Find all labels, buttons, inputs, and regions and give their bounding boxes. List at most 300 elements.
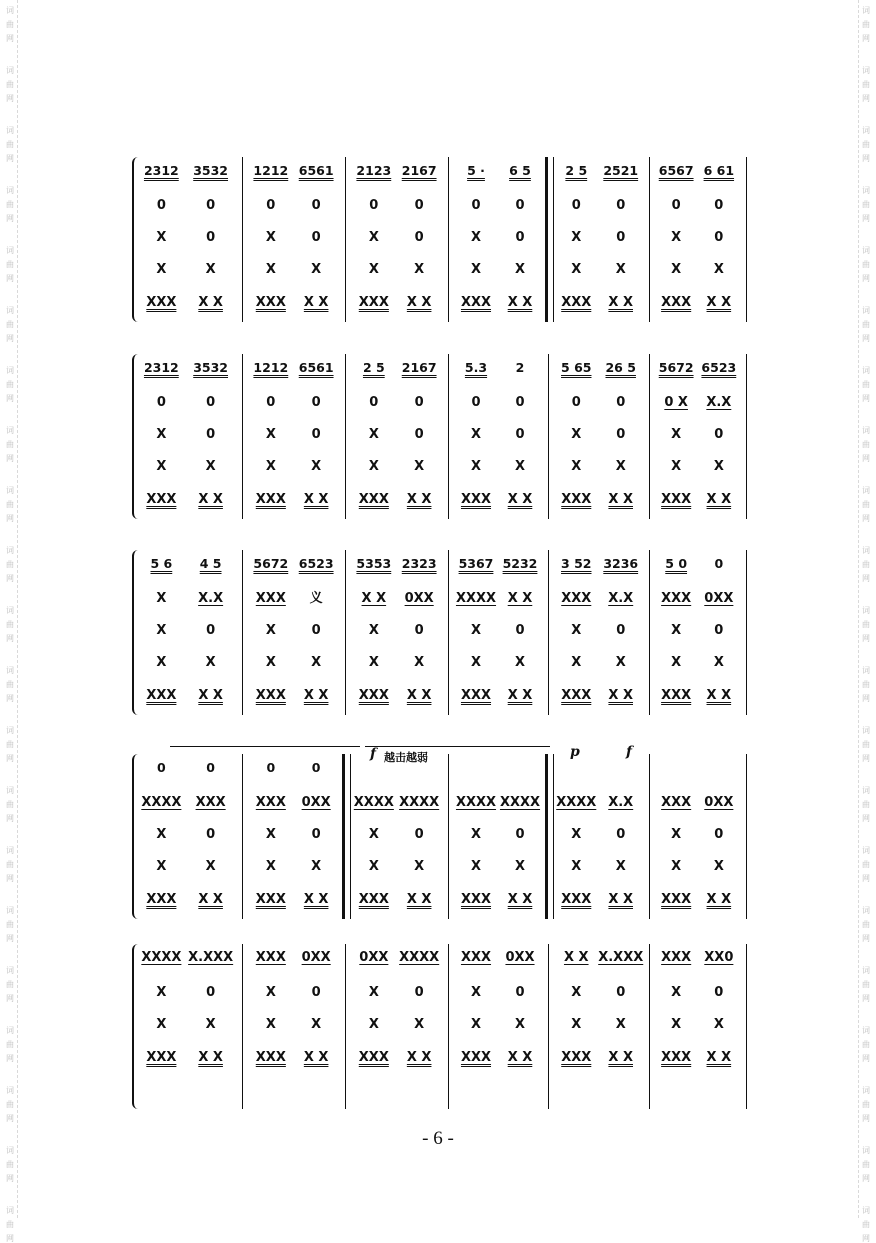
note-cell: X [514, 1017, 526, 1032]
barline [242, 550, 243, 715]
note-cell: X [311, 655, 322, 670]
watermark-glyph: 词 [6, 126, 14, 135]
forte-mark: f [626, 744, 633, 760]
note-cell: X [615, 1017, 626, 1032]
note-cell: XXX [661, 688, 692, 703]
watermark-glyph: 曲 [862, 140, 870, 149]
note-cell: XXX [146, 892, 177, 907]
note-cell: 0XX [505, 950, 535, 965]
watermark-glyph: 网 [6, 994, 14, 1003]
note-cell: 0 [515, 427, 525, 442]
watermark-glyph: 曲 [6, 1100, 14, 1109]
barline [242, 157, 243, 322]
note-cell: X [414, 655, 425, 670]
note-cell: XXX [255, 492, 286, 507]
watermark-glyph: 曲 [862, 500, 870, 509]
note-cell: XXXX [141, 795, 182, 810]
note-cell: XXX [561, 892, 592, 907]
note-cell: X [571, 985, 582, 1000]
watermark-glyph: 曲 [6, 440, 14, 449]
note-cell: 0 [571, 395, 581, 410]
watermark-glyph: 曲 [6, 740, 14, 749]
watermark-glyph: 词 [862, 366, 870, 375]
note-cell: 0 [471, 395, 481, 410]
watermark-glyph: 词 [6, 246, 14, 255]
note-cell: 0 [156, 198, 166, 213]
barline [649, 944, 650, 1109]
note-cell: 3236 [603, 556, 639, 571]
note-cell: X [156, 1017, 167, 1032]
watermark-glyph: 曲 [6, 20, 14, 29]
note-cell: X [156, 827, 167, 842]
note-cell: X [265, 1017, 276, 1032]
note-cell: 2312 [143, 163, 179, 178]
watermark-glyph: 曲 [862, 740, 870, 749]
note-cell: 3532 [193, 163, 229, 178]
note-cell: X [368, 1017, 379, 1032]
watermark-glyph: 网 [6, 154, 14, 163]
note-cell: X [571, 459, 582, 474]
note-cell: 0 [157, 760, 166, 775]
watermark-glyph: 网 [6, 574, 14, 583]
note-cell: 0 [515, 198, 525, 213]
note-cell: 0 [616, 198, 626, 213]
note-cell: XXX [661, 1050, 692, 1065]
watermark-glyph: 曲 [6, 1160, 14, 1169]
note-cell: X X [198, 295, 223, 310]
note-cell: X [311, 1017, 322, 1032]
watermark-glyph: 网 [6, 1114, 14, 1123]
note-cell: XXX [146, 295, 177, 310]
note-cell: 0 [206, 985, 216, 1000]
watermark-glyph: 网 [862, 574, 870, 583]
barline [448, 354, 449, 519]
note-cell: 0 [515, 395, 525, 410]
note-cell: 6 5 [509, 163, 531, 178]
note-cell: X [265, 985, 276, 1000]
note-cell: X [265, 230, 276, 245]
watermark-glyph: 网 [6, 214, 14, 223]
barline [242, 754, 243, 919]
note-cell: X [368, 459, 379, 474]
note-cell: 0 [206, 623, 216, 638]
watermark-glyph: 曲 [6, 1220, 14, 1229]
piano-mark: p [570, 744, 580, 760]
dynamics-text: 越击越弱 [384, 751, 428, 764]
note-cell: X [470, 623, 482, 638]
note-cell: 0 [571, 198, 581, 213]
watermark-glyph: 词 [6, 786, 14, 795]
note-cell: 6561 [298, 360, 334, 375]
note-cell: X [265, 655, 276, 670]
watermark-glyph: 网 [862, 274, 870, 283]
watermark-glyph: 词 [862, 1146, 870, 1155]
note-cell: 0 [616, 427, 626, 442]
note-cell: XXXX [499, 795, 541, 810]
note-cell: X X [507, 892, 533, 907]
note-cell: X [514, 459, 526, 474]
note-cell: X X [608, 688, 633, 703]
note-cell: X [368, 230, 379, 245]
watermark-glyph: 词 [862, 1206, 870, 1215]
watermark-glyph: 曲 [6, 620, 14, 629]
watermark-glyph: 曲 [862, 260, 870, 269]
watermark-glyph: 词 [862, 126, 870, 135]
watermark-glyph: 词 [6, 186, 14, 195]
note-cell: X [470, 262, 482, 277]
note-cell: XXX [358, 492, 389, 507]
note-cell: X [156, 459, 167, 474]
watermark-glyph: 网 [6, 874, 14, 883]
watermark-glyph: 词 [862, 1026, 870, 1035]
note-cell: 6567 [658, 163, 694, 178]
watermark-glyph: 曲 [862, 20, 870, 29]
watermark-glyph: 词 [6, 726, 14, 735]
score-system [130, 352, 750, 522]
watermark-glyph: 曲 [6, 1040, 14, 1049]
watermark-glyph: 词 [6, 306, 14, 315]
note-cell: XXXX [141, 950, 182, 965]
note-cell: XXXX [353, 795, 394, 810]
note-cell: X [205, 655, 216, 670]
note-cell: X [414, 1017, 425, 1032]
note-cell: XXXX [399, 795, 440, 810]
note-cell: XXXX [455, 591, 497, 606]
note-cell: XXX [661, 591, 692, 606]
watermark-glyph: 曲 [862, 1040, 870, 1049]
note-cell: X X [706, 295, 732, 310]
note-cell: X [615, 655, 626, 670]
note-cell: X [671, 427, 682, 442]
note-cell: XXX [255, 1050, 286, 1065]
note-cell: X X [608, 295, 633, 310]
note-cell: XXX [146, 1050, 177, 1065]
watermark-glyph: 词 [862, 1086, 870, 1095]
note-cell: 0 [206, 230, 216, 245]
note-cell: X X [406, 295, 432, 310]
note-cell: X [156, 427, 167, 442]
note-cell: XXX [255, 795, 286, 810]
note-cell: 0 [616, 230, 626, 245]
barline [448, 157, 449, 322]
watermark-glyph: 曲 [6, 80, 14, 89]
note-cell: 义 [309, 591, 323, 606]
note-cell: X [713, 262, 724, 277]
note-cell: X [713, 1017, 724, 1032]
watermark-glyph: 网 [6, 934, 14, 943]
watermark-glyph: 词 [6, 6, 14, 15]
note-cell: X [571, 230, 582, 245]
note-cell: X X [303, 492, 329, 507]
watermark-glyph: 网 [6, 1174, 14, 1183]
note-cell: X [156, 591, 167, 606]
note-cell: XXX [255, 892, 286, 907]
note-cell: 0 [515, 827, 525, 842]
note-cell: 0 [671, 198, 681, 213]
note-cell: X X [507, 591, 533, 606]
note-cell: X [671, 230, 682, 245]
note-cell: 2521 [603, 163, 639, 178]
note-cell: XXXX [455, 795, 497, 810]
note-cell: 0XX [704, 591, 734, 606]
note-cell: X X [608, 492, 633, 507]
note-cell: X X [406, 688, 432, 703]
note-cell: X [414, 262, 425, 277]
note-cell: 0 [714, 623, 724, 638]
note-cell: 0 [311, 230, 321, 245]
note-cell: X [713, 459, 724, 474]
note-cell: X.XXX [598, 950, 644, 965]
note-cell: XXX [561, 295, 592, 310]
watermark-glyph: 词 [862, 426, 870, 435]
note-cell: XXX [146, 688, 177, 703]
watermark-glyph: 曲 [6, 680, 14, 689]
note-cell: X X [507, 295, 533, 310]
barline [345, 157, 346, 322]
note-cell: X [470, 1017, 482, 1032]
note-cell: XXX [661, 892, 692, 907]
note-cell: X [514, 859, 526, 874]
note-cell: X X [303, 688, 329, 703]
watermark-glyph: 曲 [6, 200, 14, 209]
note-cell: X [671, 859, 682, 874]
watermark-right [858, 0, 873, 1243]
note-cell: X [311, 459, 322, 474]
note-cell: X X [198, 688, 223, 703]
note-cell: X [470, 230, 482, 245]
watermark-glyph: 曲 [6, 560, 14, 569]
watermark-glyph: 网 [862, 994, 870, 1003]
watermark-glyph: 曲 [6, 380, 14, 389]
watermark-glyph: 网 [6, 1234, 14, 1243]
note-cell: XXX [460, 492, 492, 507]
note-cell: X X [608, 892, 633, 907]
watermark-glyph: 词 [862, 6, 870, 15]
dynamics-line [365, 746, 550, 747]
note-cell: 0 [369, 395, 379, 410]
watermark-glyph: 曲 [862, 680, 870, 689]
note-cell: XXX [146, 492, 177, 507]
note-cell: X X [608, 1050, 633, 1065]
note-cell: X [311, 859, 322, 874]
note-cell: 2312 [143, 360, 179, 375]
note-cell: 5232 [502, 556, 538, 571]
note-cell: X [571, 262, 582, 277]
note-cell: 0 [206, 760, 215, 775]
note-cell: X [571, 623, 582, 638]
note-cell: 0 [311, 827, 321, 842]
note-cell: 5367 [458, 556, 494, 571]
note-cell: 0 [414, 985, 424, 1000]
watermark-glyph: 词 [862, 606, 870, 615]
watermark-glyph: 词 [6, 426, 14, 435]
watermark-glyph: 曲 [6, 320, 14, 329]
watermark-glyph: 网 [6, 454, 14, 463]
note-cell: 0 [515, 985, 525, 1000]
note-cell: 0XX [301, 950, 331, 965]
note-cell: XXX [255, 950, 286, 965]
watermark-glyph: 曲 [862, 620, 870, 629]
watermark-glyph: 曲 [862, 560, 870, 569]
note-cell: 0 [414, 395, 424, 410]
watermark-glyph: 曲 [862, 1160, 870, 1169]
watermark-glyph: 词 [862, 246, 870, 255]
watermark-glyph: 词 [862, 486, 870, 495]
watermark-glyph: 网 [6, 394, 14, 403]
note-cell: 5 6 [150, 556, 173, 571]
watermark-glyph: 曲 [862, 200, 870, 209]
note-cell: 26 5 [605, 360, 636, 375]
watermark-glyph: 词 [6, 606, 14, 615]
note-cell: X [571, 427, 582, 442]
note-cell: 2 [515, 360, 525, 375]
note-cell: X [671, 262, 682, 277]
note-cell: XXX [460, 1050, 492, 1065]
watermark-glyph: 网 [6, 334, 14, 343]
note-cell: X [156, 655, 167, 670]
note-cell: X [368, 262, 379, 277]
watermark-glyph: 网 [862, 334, 870, 343]
watermark-glyph: 曲 [862, 320, 870, 329]
note-cell: X [615, 459, 626, 474]
note-cell: X.XXX [188, 950, 234, 965]
note-cell: XXX [460, 295, 492, 310]
watermark-glyph: 曲 [862, 920, 870, 929]
note-cell: 0 [311, 760, 321, 775]
note-cell: X [671, 623, 682, 638]
barline [746, 550, 747, 715]
note-cell: X [205, 262, 216, 277]
note-cell: X [671, 985, 682, 1000]
barline [242, 944, 243, 1109]
note-cell: X [156, 985, 167, 1000]
barline [448, 944, 449, 1109]
watermark-glyph: 网 [862, 454, 870, 463]
barline [746, 354, 747, 519]
note-cell: X X [706, 1050, 732, 1065]
note-cell: XXX [460, 892, 492, 907]
note-cell: X [713, 859, 724, 874]
score-system [130, 942, 750, 1112]
note-cell: X [265, 623, 276, 638]
watermark-glyph: 词 [862, 546, 870, 555]
watermark-glyph: 曲 [6, 140, 14, 149]
note-cell: X.X [198, 591, 224, 606]
note-cell: 2323 [401, 556, 437, 571]
barline [649, 354, 650, 519]
watermark-glyph: 曲 [6, 800, 14, 809]
note-cell: 0 [714, 230, 724, 245]
note-cell: X [156, 262, 167, 277]
note-cell: X [671, 655, 682, 670]
watermark-glyph: 网 [6, 694, 14, 703]
note-cell: 1212 [253, 360, 289, 375]
watermark-glyph: 网 [862, 94, 870, 103]
note-cell: X [156, 623, 167, 638]
watermark-glyph: 曲 [862, 80, 870, 89]
note-cell: 0XX [301, 795, 331, 810]
note-cell: X [470, 655, 482, 670]
note-cell: XXX [561, 1050, 592, 1065]
note-cell: XXX [358, 295, 389, 310]
note-cell: 2 5 [362, 360, 385, 375]
note-cell: 5.3 [464, 360, 488, 375]
score-system [130, 744, 750, 922]
note-cell: XXX [255, 688, 286, 703]
watermark-glyph: 词 [862, 906, 870, 915]
barline [345, 550, 346, 715]
note-cell: XXX [195, 795, 226, 810]
note-cell: 5672 [658, 360, 694, 375]
watermark-glyph: 词 [6, 486, 14, 495]
watermark-glyph: 词 [6, 906, 14, 915]
watermark-glyph: 词 [862, 666, 870, 675]
watermark-glyph: 曲 [862, 380, 870, 389]
watermark-glyph: 网 [862, 514, 870, 523]
note-cell: 5 0 [665, 556, 688, 571]
note-cell: XXX [661, 795, 692, 810]
note-cell: X [414, 859, 425, 874]
note-cell: XXX [358, 1050, 389, 1065]
note-cell: X [470, 985, 482, 1000]
note-cell: 0 [414, 827, 424, 842]
watermark-glyph: 曲 [6, 920, 14, 929]
watermark-glyph: 词 [6, 366, 14, 375]
watermark-glyph: 网 [6, 1054, 14, 1063]
watermark-glyph: 词 [862, 786, 870, 795]
dynamics-line [170, 746, 360, 747]
watermark-glyph: 网 [862, 1234, 870, 1243]
note-cell: XXX [561, 492, 592, 507]
note-cell: XXX [661, 295, 692, 310]
note-cell: 5353 [356, 556, 392, 571]
note-cell: X [368, 427, 379, 442]
watermark-glyph: 曲 [862, 800, 870, 809]
note-cell: X X [706, 688, 732, 703]
note-cell: 0XX [359, 950, 389, 965]
note-cell: X.X [608, 591, 634, 606]
watermark-glyph: 网 [6, 274, 14, 283]
note-cell: XXX [661, 492, 692, 507]
watermark-glyph: 曲 [6, 260, 14, 269]
watermark-glyph: 词 [862, 846, 870, 855]
watermark-glyph: 词 [6, 66, 14, 75]
note-cell: 0 [206, 427, 216, 442]
note-cell: X.X [706, 395, 732, 410]
barline [448, 754, 449, 919]
note-cell: X [368, 827, 379, 842]
watermark-left [3, 0, 18, 1243]
note-cell: X [156, 859, 167, 874]
note-cell: X X [507, 688, 533, 703]
note-cell: X [671, 459, 682, 474]
note-cell: X [470, 459, 482, 474]
note-cell: 0 [616, 395, 626, 410]
note-cell: 0 [311, 198, 321, 213]
note-cell: 0 [414, 623, 424, 638]
note-cell: 0 [369, 198, 379, 213]
note-cell: 0XX [704, 795, 734, 810]
note-cell: 4 5 [199, 556, 222, 571]
note-cell: XXX [255, 295, 286, 310]
note-cell: X [205, 859, 216, 874]
note-cell: 0 [714, 198, 724, 213]
note-cell: X [265, 427, 276, 442]
watermark-glyph: 网 [862, 934, 870, 943]
barline [649, 157, 650, 322]
note-cell: 0 [311, 623, 321, 638]
score-system [130, 548, 750, 718]
